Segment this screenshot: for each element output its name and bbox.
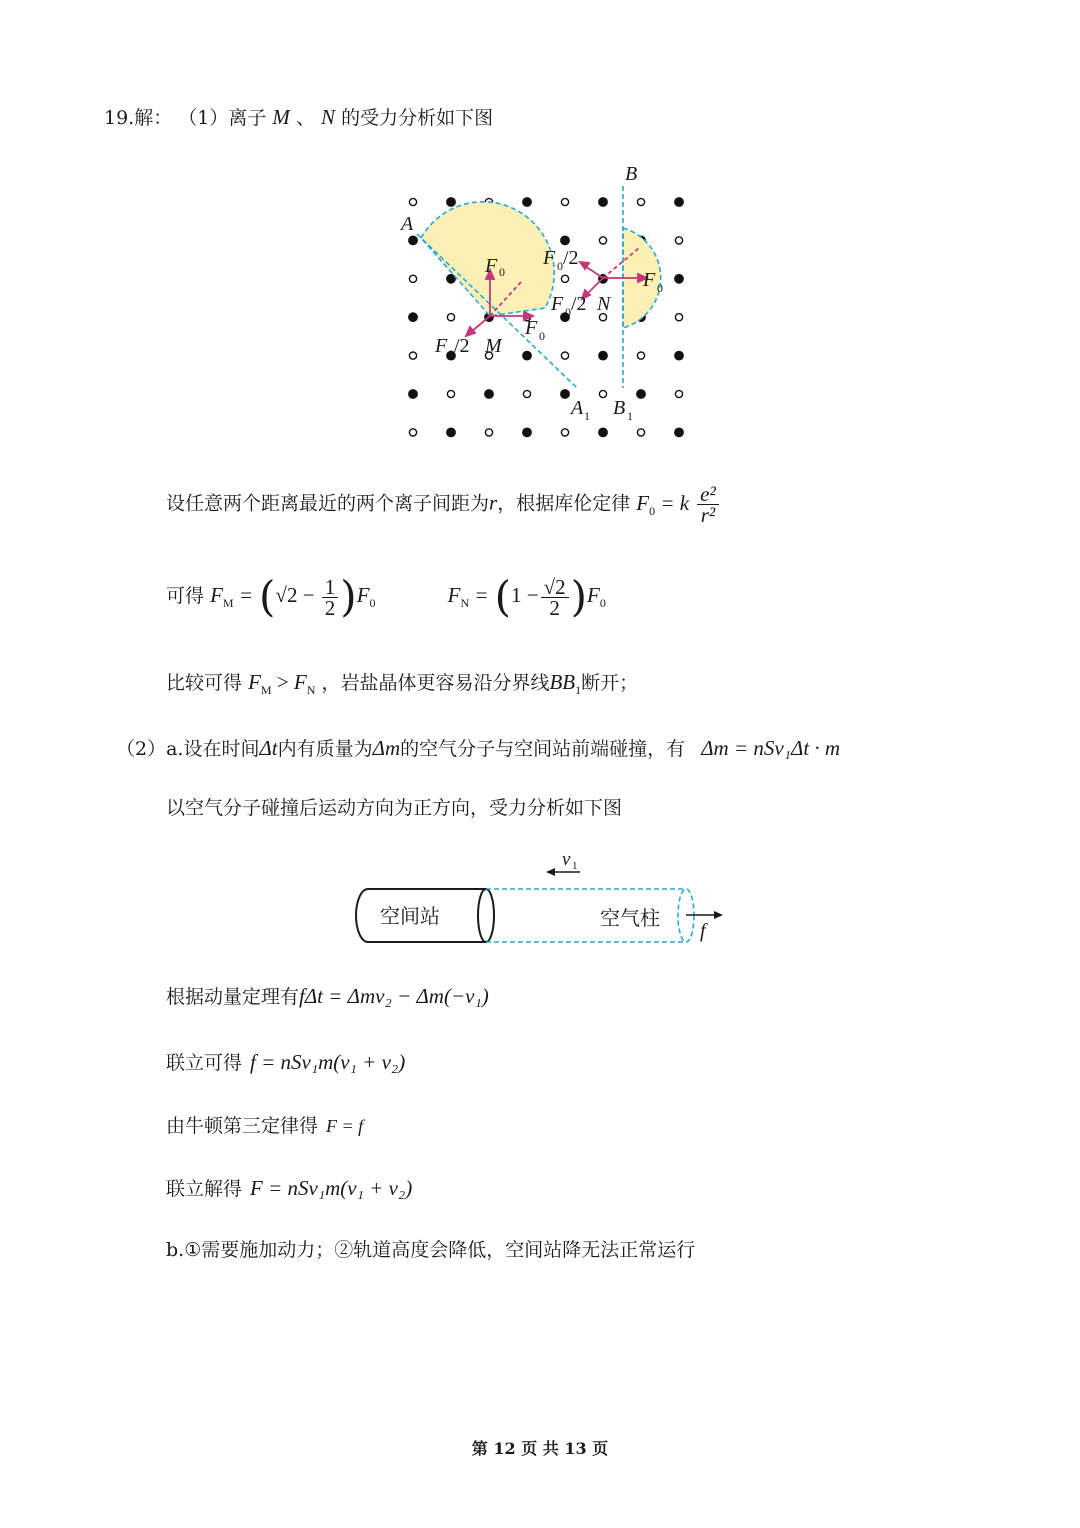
direction-line: 以空气分子碰撞后运动方向为正方向，受力分析如下图 <box>166 797 623 819</box>
label-m: M <box>485 335 502 357</box>
ion-filled <box>485 390 493 398</box>
svg-text:/2: /2 <box>571 293 587 315</box>
svg-text:0: 0 <box>565 305 571 319</box>
coulomb-line: 设任意两个距离最近的两个离子间距为r，根据库伦定律 $F_0 = k$ $\frac{\text{e²}}{\text{r²}}$ <box>166 484 721 525</box>
ion-filled <box>561 236 569 244</box>
svg-text:F: F <box>485 255 498 277</box>
part-b-line: b.①需要施加动力；②轨道高度会降低，空间站降无法正常运行 <box>166 1239 696 1261</box>
ion-filled <box>409 236 417 244</box>
svg-text:1: 1 <box>584 409 590 423</box>
ion-open <box>523 390 530 397</box>
ion-filled <box>599 351 607 359</box>
ion-open <box>561 429 568 436</box>
label-a: A <box>401 213 414 235</box>
ion-filled <box>675 351 683 359</box>
label-b: B <box>625 163 638 185</box>
question-header: 19.解： （1）离子 M 、 N 的受力分析如下图 <box>104 105 494 129</box>
ion-open <box>561 275 568 282</box>
ion-filled <box>637 390 645 398</box>
ion-open <box>599 237 606 244</box>
svg-text:F: F <box>543 247 556 269</box>
ion-open <box>409 352 416 359</box>
ion-filled <box>523 351 531 359</box>
svg-text:1: 1 <box>627 409 633 423</box>
ion-open <box>561 352 568 359</box>
ion-filled <box>675 198 683 206</box>
svg-text:0: 0 <box>557 259 563 273</box>
air-label: 空气柱 <box>600 906 660 930</box>
ion-filled <box>523 428 531 436</box>
ion-filled <box>675 428 683 436</box>
label-n: N <box>597 293 611 315</box>
ion-lattice-figure <box>395 158 715 448</box>
page-footer: 第 12 页 共 13 页 <box>471 1439 609 1458</box>
ion-open <box>409 429 416 436</box>
ion-filled <box>447 198 455 206</box>
ion-open <box>409 275 416 282</box>
ion-filled <box>675 275 683 283</box>
ion-open <box>675 314 682 321</box>
svg-text:0: 0 <box>539 329 545 343</box>
air-column-figure <box>348 845 748 955</box>
svg-text:F: F <box>551 293 564 315</box>
label-b1: B <box>613 397 626 419</box>
station-label: 空间站 <box>380 904 440 928</box>
part2-line: （2）a.设在时间Δt内有质量为Δm的空气分子与空间站前端碰撞，有 Δm = nSv₁Δt · m <box>116 736 841 760</box>
f-label: f <box>700 920 706 942</box>
newton-line: 由牛顿第三定律得 F = f <box>166 1115 364 1137</box>
ion-filled <box>561 390 569 398</box>
ion-open <box>447 314 454 321</box>
ion-open <box>447 390 454 397</box>
svg-text:0: 0 <box>499 265 505 279</box>
ion-open <box>637 429 644 436</box>
svg-text:F: F <box>525 317 538 339</box>
ion-filled <box>599 428 607 436</box>
ion-filled <box>523 198 531 206</box>
v1-label: v <box>562 849 571 870</box>
fm-fn-line: 可得 $F_M = (√2$ − $\frac{1}{2}$ )$F_0$ $F_N = (1$ − $\frac{√2}{2}$ )$F_0$ <box>166 572 606 621</box>
label-a1: A <box>571 397 584 419</box>
solve-line: 联立解得 F = nSv₁m(v₁ + v₂) <box>166 1176 413 1200</box>
ion-open <box>675 237 682 244</box>
ion-open <box>675 390 682 397</box>
svg-text:1: 1 <box>572 860 578 872</box>
svg-text:/2: /2 <box>454 335 470 357</box>
ion-open <box>599 390 606 397</box>
svg-text:F: F <box>435 335 448 357</box>
svg-text:0: 0 <box>657 281 663 295</box>
ion-open <box>485 429 492 436</box>
ion-filled <box>409 313 417 321</box>
ion-filled <box>599 198 607 206</box>
ion-open <box>409 198 416 205</box>
combine-line: 联立可得 f = nSv₁m(v₁ + v₂) <box>166 1050 406 1074</box>
momentum-line: 根据动量定理有fΔt = Δmv₂ − Δm(−v₁) <box>166 984 489 1008</box>
ion-open <box>637 198 644 205</box>
svg-text:0: 0 <box>448 347 454 361</box>
svg-text:/2: /2 <box>563 247 579 269</box>
ion-filled <box>409 390 417 398</box>
compare-line: 比较可得 $F_M > F_N$ ，岩盐晶体更容易沿分界线$BB_1$断开； <box>166 670 639 698</box>
ion-open <box>561 198 568 205</box>
svg-text:F: F <box>643 269 656 291</box>
ion-open <box>637 352 644 359</box>
ion-filled <box>447 428 455 436</box>
